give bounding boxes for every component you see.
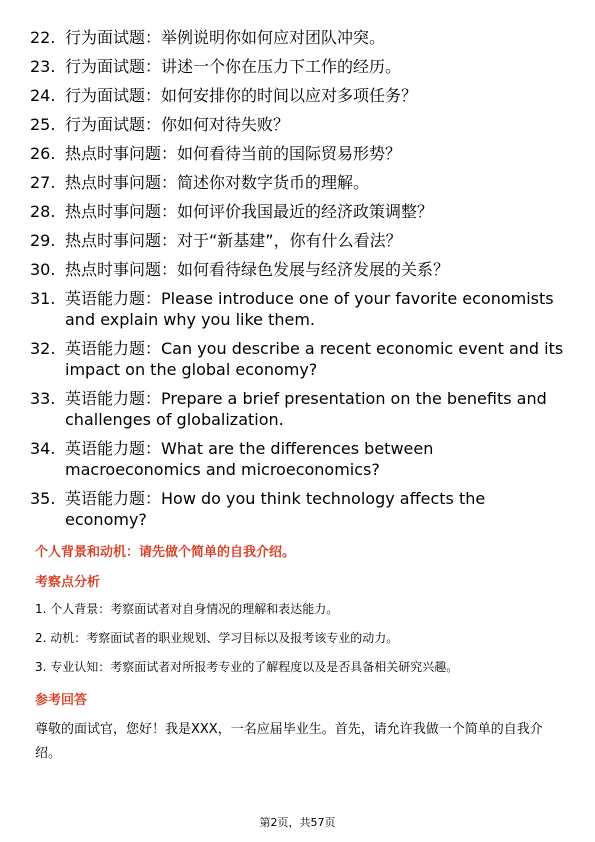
list-item [30,114,570,135]
question-text: 热点时事问题：如何看待当前的国际贸易形势？ [65,144,402,163]
list-item [30,85,570,106]
list-item [30,143,570,164]
question-number: 24. [30,86,56,105]
list-item [30,27,570,48]
question-text: 热点时事问题：简述你对数字货币的理解。 [65,173,370,192]
question-text: 行为面试题：讲述一个你在压力下工作的经历。 [65,57,402,76]
question-text: 英语能力题：Prepare a brief presentation on the benefits and challenges of globalization. [65,389,547,429]
question-number: 33. [30,389,56,408]
list-item [30,338,570,380]
list-item [30,56,570,77]
question-text: 热点时事问题：如何看待绿色发展与经济发展的关系？ [65,260,450,279]
list-item: 1. 个人背景：考察面试者对自身情况的理解和表达能力。 [35,602,339,616]
analysis-points [35,601,565,688]
question-number: 22. [30,28,56,47]
question-number: 26. [30,144,56,163]
question-number: 30. [30,260,56,279]
analysis-title: 考察点分析 [35,575,101,590]
list-item [30,388,570,430]
question-number: 32. [30,339,56,358]
list-item [30,438,570,480]
page-footer: 第2页，共57页 [259,816,336,829]
question-text: 热点时事问题：如何评价我国最近的经济政策调整？ [65,202,434,221]
question-text: 行为面试题：你如何对待失败？ [65,115,290,134]
question-number: 25. [30,115,56,134]
question-number: 31. [30,289,56,308]
list-item [30,259,570,280]
question-number: 28. [30,202,56,221]
question-text: 英语能力题：How do you think technology affects the economy? [65,489,486,529]
list-item [30,488,570,530]
question-number: 35. [30,489,56,508]
question-text: 行为面试题：如何安排你的时间以应对多项任务？ [65,86,418,105]
question-number: 27. [30,173,56,192]
section-title: 个人背景和动机：请先做个简单的自我介绍。 [35,545,296,560]
question-text: 热点时事问题：对于“新基建”，你有什么看法？ [65,231,402,250]
question-number: 23. [30,57,56,76]
list-item [30,230,570,251]
answer-title: 参考回答 [35,693,88,708]
list-item: 2. 动机：考察面试者的职业规划、学习目标以及报考该专业的动力。 [35,631,399,645]
list-item [30,201,570,222]
question-text: 行为面试题：举例说明你如何应对团队冲突。 [65,28,386,47]
list-item: 3. 专业认知：考察面试者对所报考专业的了解程度以及是否具备相关研究兴趣。 [35,660,459,674]
question-text: 英语能力题：What are the differences between macroeconomics and microeconomics? [65,439,434,479]
question-text: 英语能力题：Can you describe a recent economic event and its impact on the global economy? [65,339,564,379]
question-number: 34. [30,439,56,458]
list-item [30,172,570,193]
question-number: 29. [30,231,56,250]
question-text: 英语能力题：Please introduce one of your favorite economists and explain why you like them. [65,289,554,329]
list-item [30,288,570,330]
answer-paragraph: 尊敬的面试官，您好！我是XXX，一名应届毕业生。首先，请允许我做一个简单的自我介绍。 [35,722,543,761]
question-list [30,27,570,538]
